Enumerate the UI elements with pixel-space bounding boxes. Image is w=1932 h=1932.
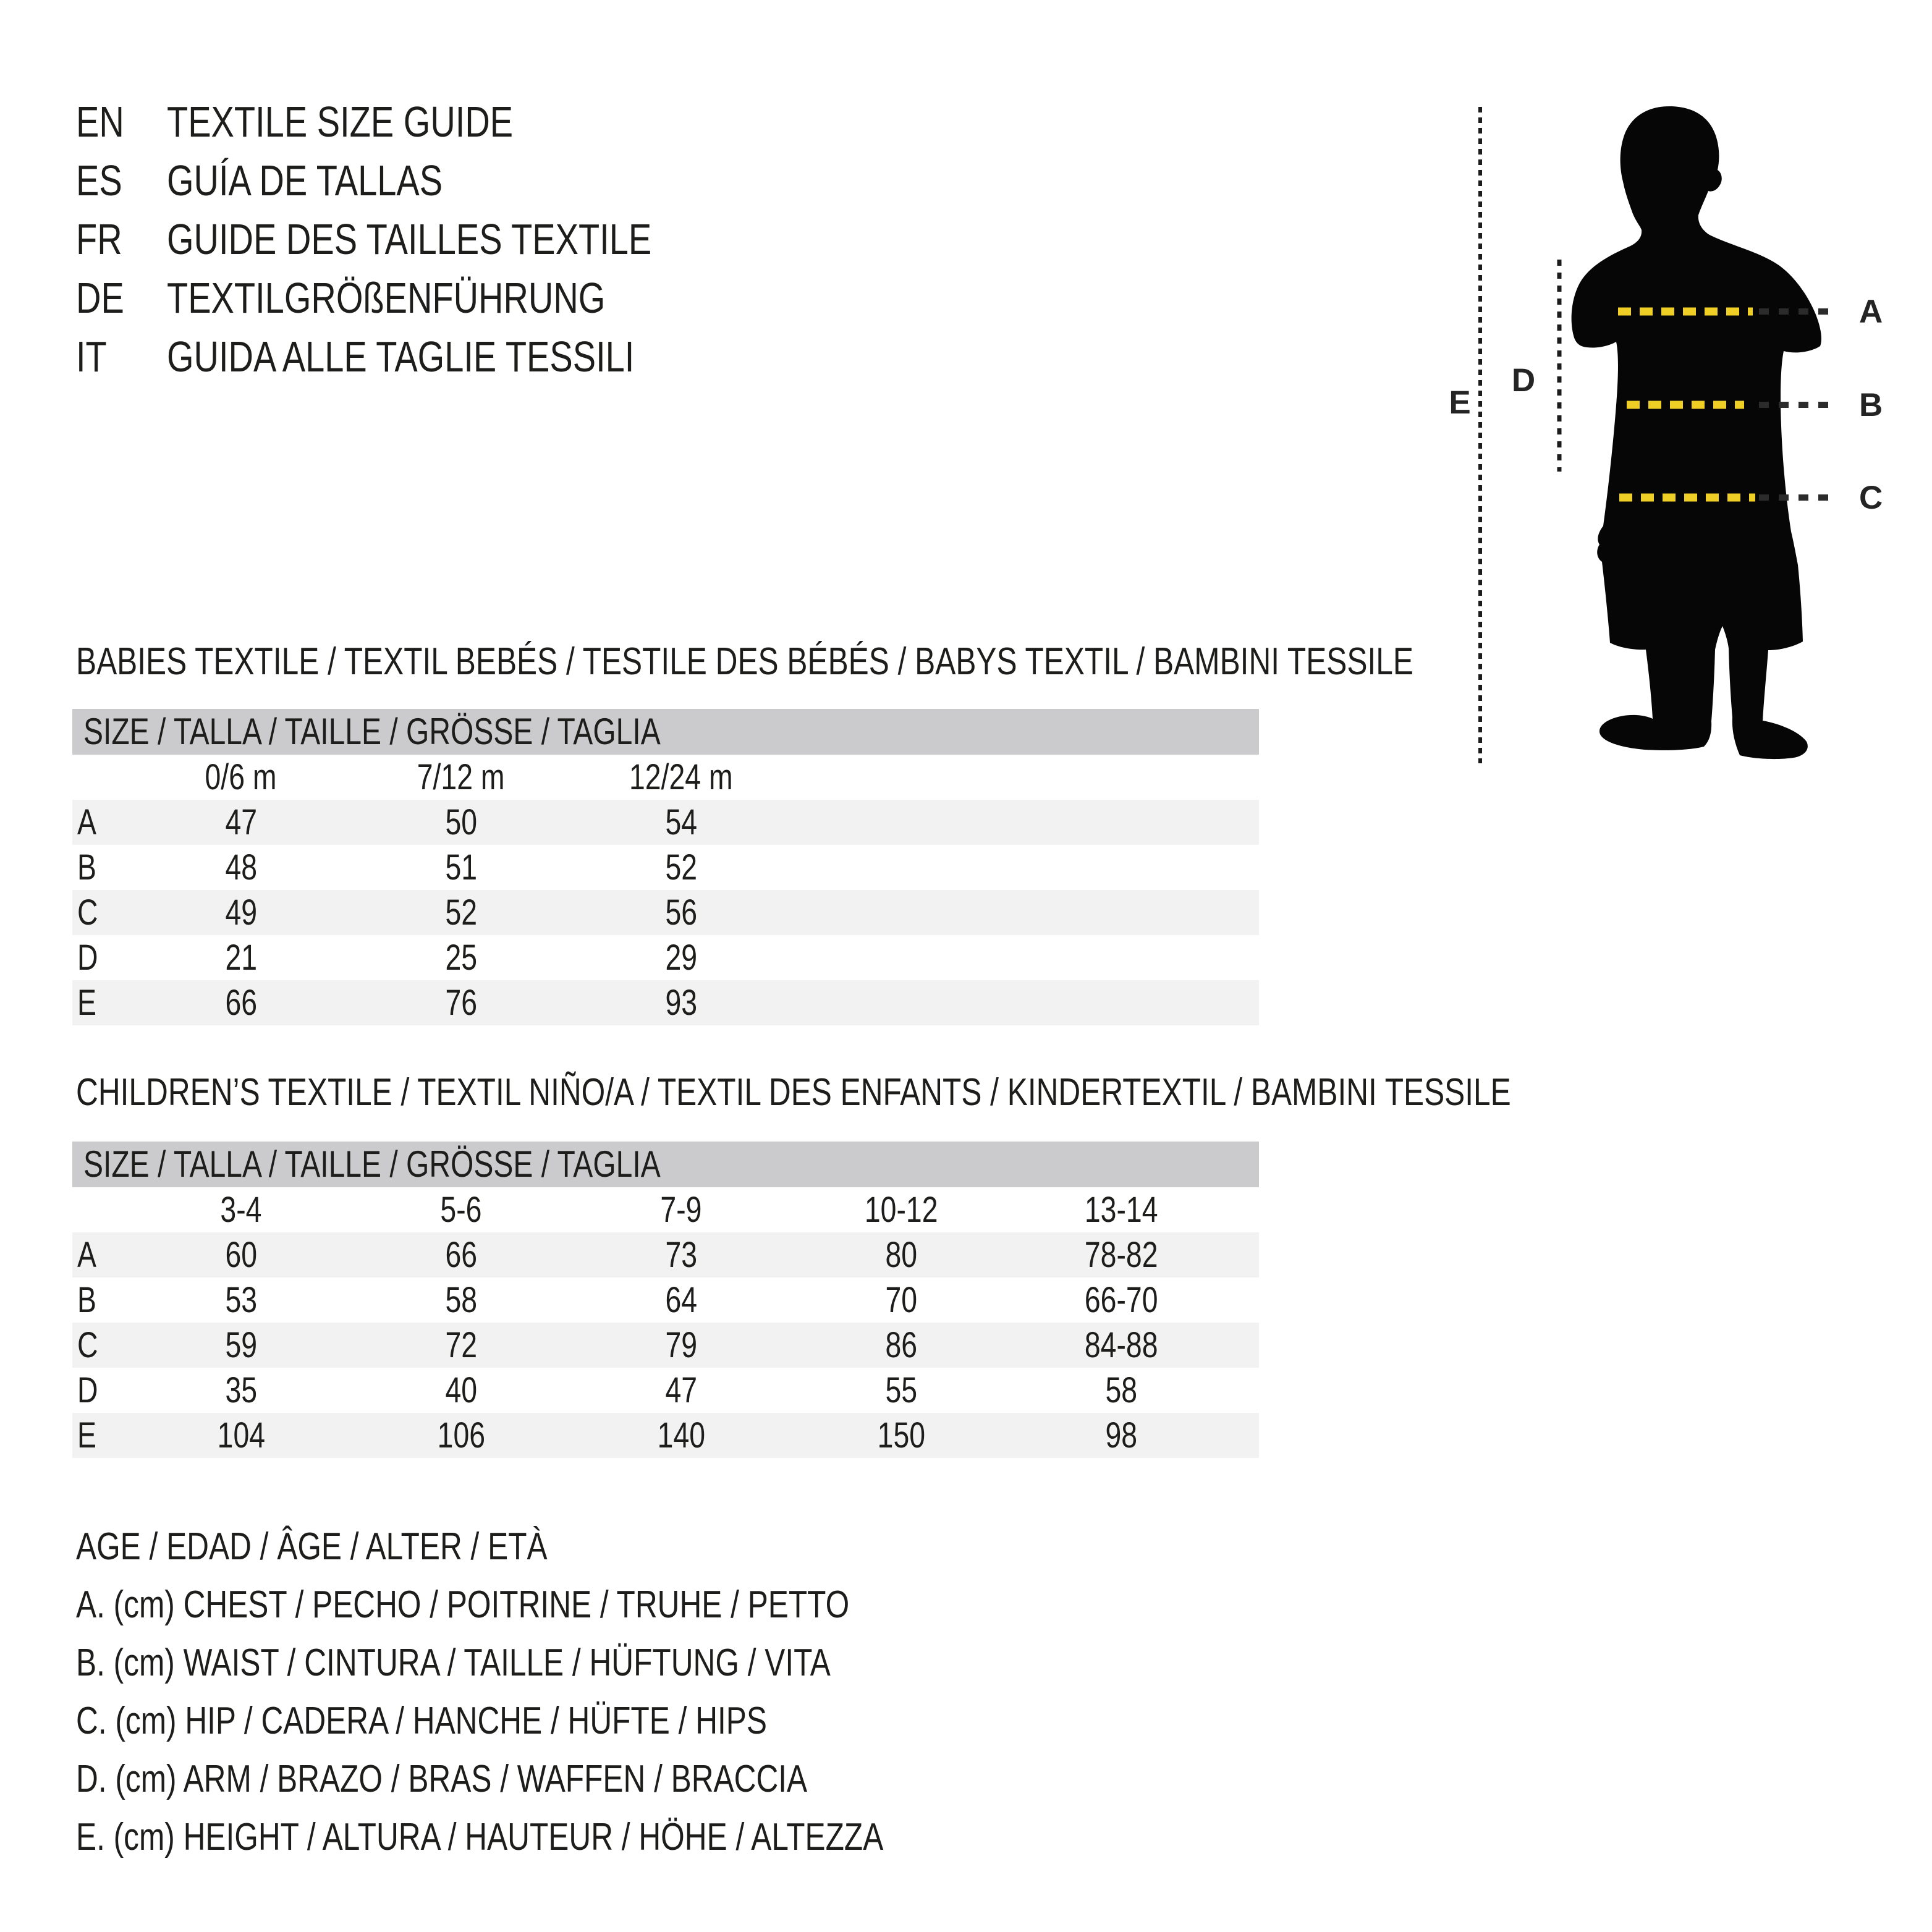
table-cell: 80: [885, 1235, 917, 1275]
babies-section-title: BABIES TEXTILE / TEXTIL BEBÉS / TESTILE DES BÉBÉS / BABYS TEXTIL / BAMBINI TESSILE: [76, 640, 1413, 683]
figure-label-d: D: [1511, 362, 1536, 399]
table-cell: 59: [225, 1325, 257, 1365]
row-label: C: [77, 1325, 98, 1365]
babies-column-header-row: [72, 755, 1259, 800]
table-cell: 70: [885, 1280, 917, 1320]
table-row-c: [72, 890, 1259, 935]
language-row-fr: [76, 210, 773, 269]
guide-title-en: TEXTILE SIZE GUIDE: [167, 98, 514, 146]
table-cell: 150: [877, 1415, 925, 1455]
legend-line-hip: C. (cm) HIP / CADERA / HANCHE / HÜFTE / HIPS: [76, 1700, 767, 1742]
table-row-c: [72, 1323, 1259, 1368]
table-cell: 78-82: [1084, 1235, 1158, 1275]
children-section-title: CHILDREN’S TEXTILE / TEXTIL NIÑO/A / TEXTIL DES ENFANTS / KINDERTEXTIL / BAMBINI TESSILE: [76, 1071, 1511, 1114]
children-size-header-bar: SIZE / TALLA / TAILLE / GRÖSSE / TAGLIA: [72, 1142, 1259, 1187]
column-header: 13-14: [1084, 1190, 1158, 1230]
table-cell: 55: [885, 1370, 917, 1410]
language-code: IT: [76, 333, 107, 381]
table-cell: 64: [665, 1280, 697, 1320]
table-row-e: [72, 980, 1259, 1025]
table-cell: 98: [1105, 1415, 1137, 1455]
column-header: 0/6 m: [205, 757, 278, 797]
guide-title-fr: GUIDE DES TAILLES TEXTILE: [167, 215, 652, 263]
row-label: C: [77, 892, 98, 933]
table-cell: 104: [217, 1415, 265, 1455]
table-cell: 50: [445, 802, 477, 842]
table-cell: 49: [225, 892, 257, 933]
column-header: 3-4: [220, 1190, 262, 1230]
table-cell: 56: [665, 892, 697, 933]
legend-line-chest: A. (cm) CHEST / PECHO / POITRINE / TRUHE / PETTO: [76, 1583, 850, 1626]
language-code: EN: [76, 98, 124, 146]
row-label: D: [77, 938, 98, 978]
table-cell: 25: [445, 938, 477, 978]
table-cell: 29: [665, 938, 697, 978]
column-header: 10-12: [864, 1190, 938, 1230]
language-row-en: [76, 93, 773, 151]
table-cell: 79: [665, 1325, 697, 1365]
table-cell: 40: [445, 1370, 477, 1410]
language-code: DE: [76, 274, 124, 322]
legend-line-height: E. (cm) HEIGHT / ALTURA / HAUTEUR / HÖHE / ALTEZZA: [76, 1816, 884, 1858]
language-code: ES: [76, 156, 122, 205]
table-cell: 51: [445, 847, 477, 888]
row-label: E: [77, 1415, 96, 1455]
table-row-e: [72, 1413, 1259, 1458]
table-cell: 52: [445, 892, 477, 933]
column-header: 7/12 m: [417, 757, 505, 797]
language-row-it: [76, 328, 773, 386]
table-cell: 52: [665, 847, 697, 888]
measurement-legend: [76, 1518, 1085, 1866]
table-row-a: [72, 1232, 1259, 1277]
column-header: 7-9: [660, 1190, 702, 1230]
table-cell: 93: [665, 983, 697, 1023]
row-label: A: [77, 802, 96, 842]
guide-title-es: GUÍA DE TALLAS: [167, 156, 443, 205]
table-cell: 72: [445, 1325, 477, 1365]
table-cell: 86: [885, 1325, 917, 1365]
row-label: B: [77, 1280, 96, 1320]
figure-label-e: E: [1449, 384, 1471, 421]
figure-label-c: C: [1859, 480, 1883, 516]
table-cell: 73: [665, 1235, 697, 1275]
table-cell: 47: [665, 1370, 697, 1410]
children-column-header-row: [72, 1187, 1259, 1232]
children-size-table: [72, 1142, 1259, 1458]
table-cell: 106: [437, 1415, 485, 1455]
column-header: 5-6: [440, 1190, 482, 1230]
table-row-a: [72, 800, 1259, 845]
table-cell: 48: [225, 847, 257, 888]
guide-title-de: TEXTILGRÖßENFÜHRUNG: [167, 274, 606, 322]
table-row-b: [72, 1277, 1259, 1323]
table-row-d: [72, 935, 1259, 980]
table-cell: 58: [1105, 1370, 1137, 1410]
legend-line-arm: D. (cm) ARM / BRAZO / BRAS / WAFFEN / BRACCIA: [76, 1758, 808, 1800]
table-cell: 35: [225, 1370, 257, 1410]
table-cell: 84-88: [1084, 1325, 1158, 1365]
language-row-es: [76, 151, 773, 210]
table-cell: 21: [225, 938, 257, 978]
babies-size-table: [72, 709, 1259, 1025]
row-label: D: [77, 1370, 98, 1410]
row-label: B: [77, 847, 96, 888]
column-header: 12/24 m: [629, 757, 733, 797]
table-cell: 140: [657, 1415, 705, 1455]
row-label: E: [77, 983, 96, 1023]
guide-title-it: GUIDA ALLE TAGLIE TESSILI: [167, 333, 635, 381]
table-cell: 76: [445, 983, 477, 1023]
table-cell: 47: [225, 802, 257, 842]
language-code: FR: [76, 215, 122, 263]
language-title-block: [76, 93, 773, 386]
language-row-de: [76, 269, 773, 328]
legend-line-waist: B. (cm) WAIST / CINTURA / TAILLE / HÜFTUNG / VITA: [76, 1642, 831, 1684]
table-row-b: [72, 845, 1259, 890]
table-cell: 58: [445, 1280, 477, 1320]
table-cell: 66: [445, 1235, 477, 1275]
figure-label-a: A: [1859, 294, 1883, 330]
table-cell: 66-70: [1084, 1280, 1158, 1320]
legend-line-age: AGE / EDAD / ÂGE / ALTER / ETÀ: [76, 1525, 548, 1568]
table-cell: 54: [665, 802, 697, 842]
babies-size-header-bar: SIZE / TALLA / TAILLE / GRÖSSE / TAGLIA: [72, 709, 1259, 755]
table-cell: 53: [225, 1280, 257, 1320]
measurement-figure: [1415, 87, 1932, 803]
row-label: A: [77, 1235, 96, 1275]
figure-label-b: B: [1859, 387, 1883, 423]
table-cell: 60: [225, 1235, 257, 1275]
table-row-d: [72, 1368, 1259, 1413]
table-cell: 66: [225, 983, 257, 1023]
